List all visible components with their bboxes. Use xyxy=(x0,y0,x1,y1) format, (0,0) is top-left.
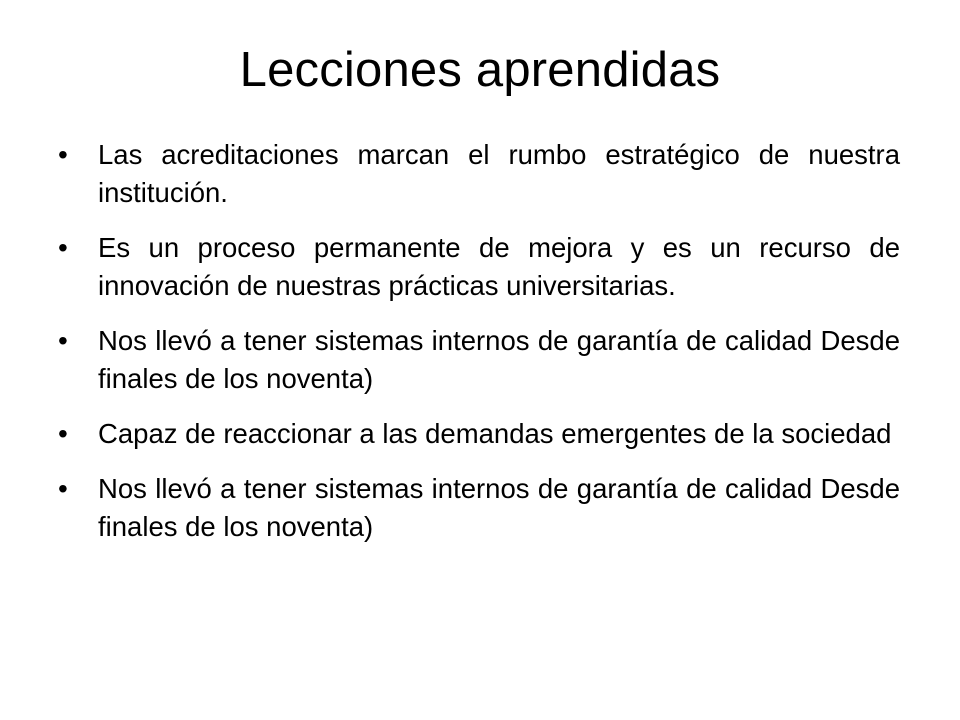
bullet-text: Capaz de reaccionar a las demandas emergentes de la sociedad xyxy=(98,418,892,449)
bullet-item xyxy=(58,229,900,305)
bullet-item xyxy=(58,322,900,398)
bullet-text: Es un proceso permanente de mejora y es un recurso de innovación de nuestras prácticas universitarias. xyxy=(98,232,900,301)
bullet-item xyxy=(58,415,900,453)
bullet-item xyxy=(58,470,900,546)
bullet-dot-icon: • xyxy=(58,473,68,504)
bullet-list xyxy=(58,136,900,563)
bullet-dot-icon: • xyxy=(58,232,68,263)
slide-title: Lecciones aprendidas xyxy=(239,43,721,97)
bullet-text: Nos llevó a tener sistemas internos de garantía de calidad Desde finales de los noventa) xyxy=(98,325,900,394)
bullet-text: Las acreditaciones marcan el rumbo estratégico de nuestra institución. xyxy=(98,139,900,208)
bullet-dot-icon: • xyxy=(58,418,68,449)
bullet-item xyxy=(58,136,900,212)
bullet-dot-icon: • xyxy=(58,325,68,356)
bullet-dot-icon: • xyxy=(58,139,68,170)
bullet-text: Nos llevó a tener sistemas internos de garantía de calidad Desde finales de los noventa) xyxy=(98,473,900,542)
